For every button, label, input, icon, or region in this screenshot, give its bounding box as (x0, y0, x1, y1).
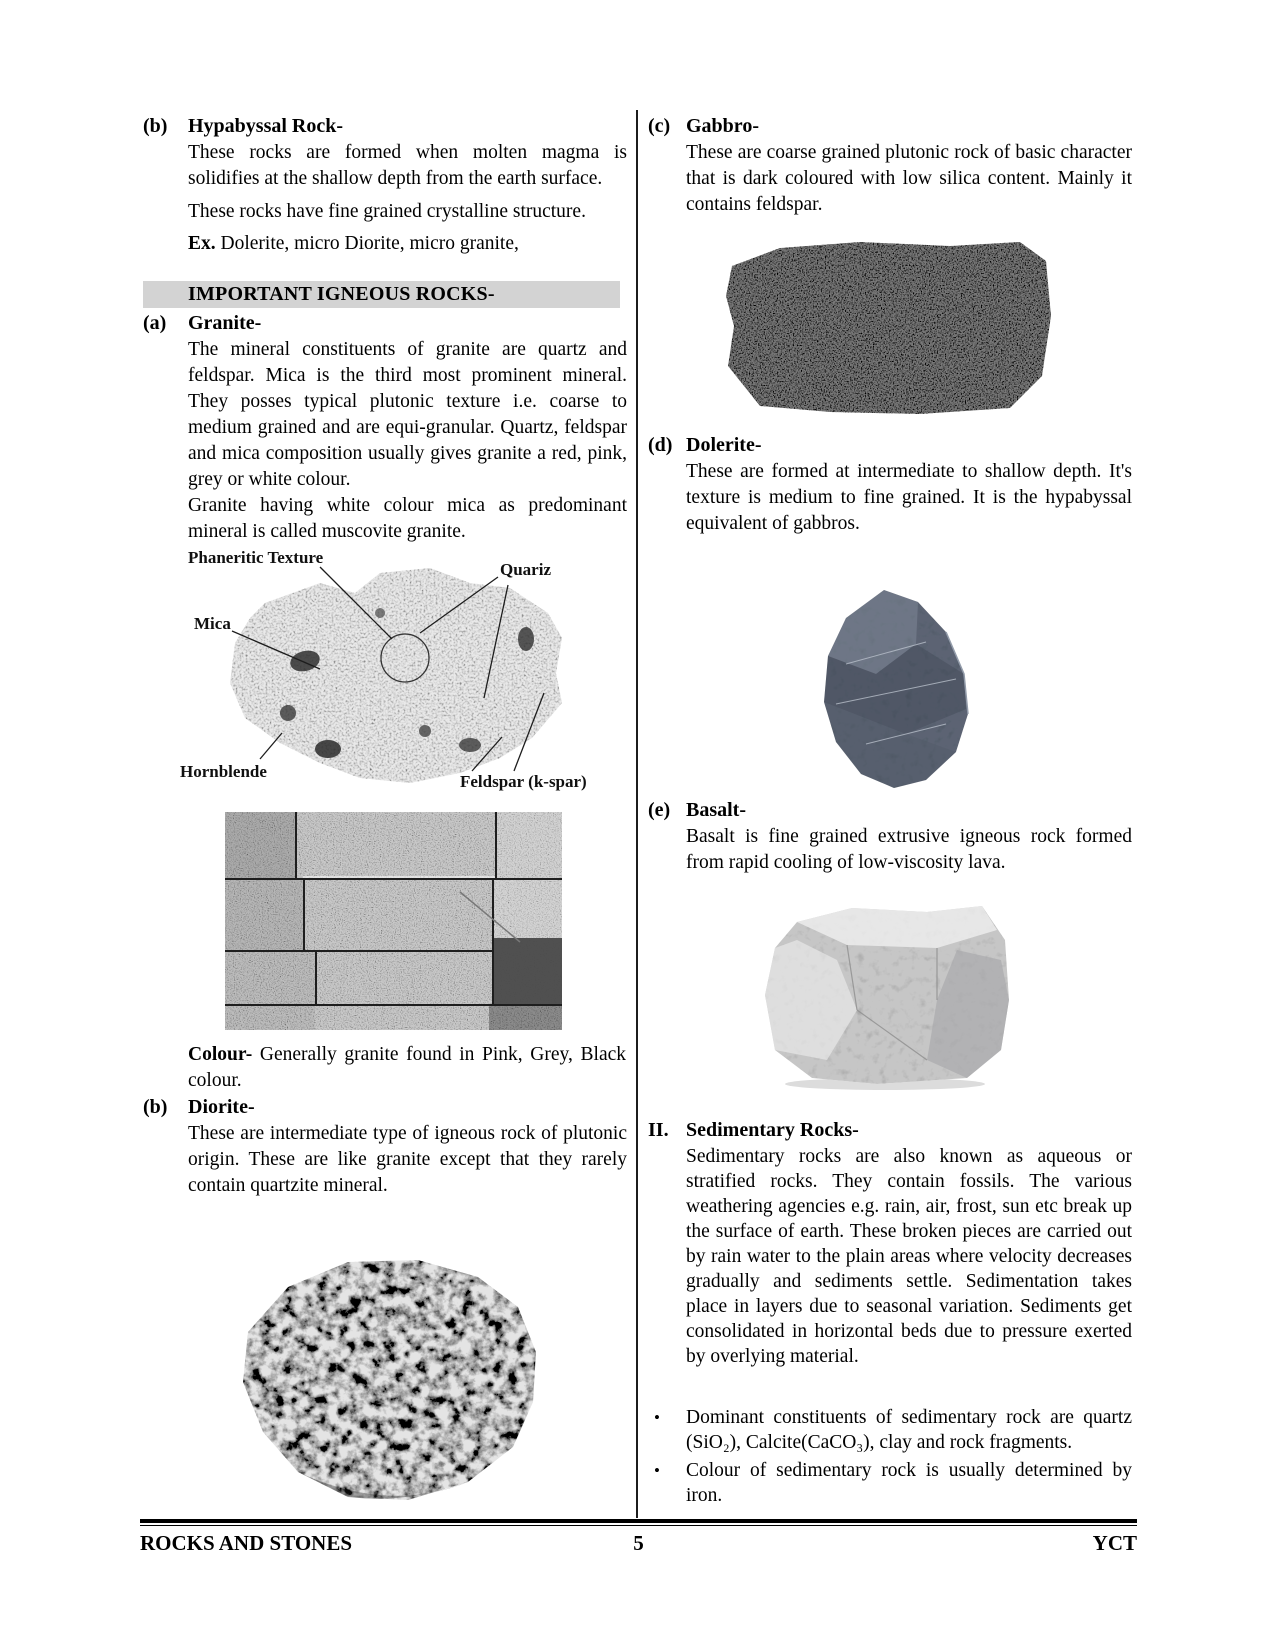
paragraph: These are formed at intermediate to shallow depth. It's texture is medium to fine grained. It is the hypabyssal equivalent of gabbros. (686, 461, 1132, 534)
colour-label: Colour- (188, 1044, 253, 1065)
label-phaneritic-texture: Phaneritic Texture (188, 548, 324, 567)
bullet-glyph: • (654, 1408, 660, 1427)
section-granite (143, 310, 627, 545)
section-basalt (648, 797, 1132, 876)
section-header-bar (143, 281, 620, 308)
section-dolerite (648, 432, 1132, 537)
label-hornblende: Hornblende (180, 762, 267, 781)
section-marker: (d) (648, 434, 673, 456)
figure-basalt-rock (757, 900, 1014, 1092)
paragraph: These rocks have fine grained crystalline structure. (188, 201, 586, 222)
paragraph: Sedimentary rocks are also known as aqueous or stratified rocks. They contain fossils. The various weathering agencies e.g. rain, air, frost, sun etc break up the surface of earth. These broken pieces are carried out by rain water to the plain areas where velocity decreases gradually and sediments settle. Sedimentation takes place in layers due to seasonal variation. Sediments get consolidated in horizontal beds due to pressure exerted by overlying material. (686, 1146, 1132, 1367)
label-quartz: Quariz (500, 560, 551, 579)
section-marker: (e) (648, 799, 671, 821)
figure-granite-specimen (170, 543, 620, 791)
figure-gabbro-rock (720, 236, 1054, 420)
section-title: Granite- (188, 312, 262, 334)
footer-book-title: ROCKS AND STONES (140, 1531, 353, 1555)
sedimentary-bullets (648, 1402, 1132, 1508)
paragraph: These are coarse grained plutonic rock of basic character that is dark coloured with low silica content. Mainly it contains feldspar. (686, 142, 1132, 215)
section-marker: (a) (143, 312, 167, 334)
label-feldspar: Feldspar (k-spar) (460, 772, 587, 791)
colour-text: Generally granite found in Pink, Grey, Black colour. (188, 1044, 626, 1091)
paragraph: Basalt is fine grained extrusive igneous rock formed from rapid cooling of low-viscosity lava. (686, 826, 1132, 873)
bullet-item (648, 1458, 1132, 1508)
figure-diorite-rock (228, 1252, 546, 1512)
section-marker: II. (648, 1119, 669, 1141)
example-line (188, 231, 627, 257)
bullet-item (648, 1405, 1132, 1455)
paragraph: These rocks are formed when molten magma is solidifies at the shallow depth from the earth surface. (188, 142, 627, 189)
example-text: Dolerite, micro Diorite, micro granite, (215, 233, 519, 254)
section-title: Sedimentary Rocks- (686, 1119, 859, 1141)
section-hypabyssal-rock (143, 113, 627, 277)
column-divider (636, 110, 638, 1518)
footer-page-number: 5 (633, 1531, 644, 1555)
section-marker: (b) (143, 1096, 168, 1118)
page-footer (140, 1519, 1137, 1556)
section-title: Dolerite- (686, 434, 762, 456)
example-label: Ex. (188, 233, 216, 254)
bullet-glyph: • (654, 1461, 660, 1480)
figure-granite-blocks (225, 812, 562, 1032)
paragraph: These are intermediate type of igneous rock of plutonic origin. These are like granite except that they rarely contain quartzite mineral. (188, 1123, 627, 1196)
section-header-text: IMPORTANT IGNEOUS ROCKS- (188, 283, 495, 305)
figure-dolerite-rock (806, 584, 980, 794)
section-title: Gabbro- (686, 115, 759, 137)
paragraph: Granite having white colour mica as predominant mineral is called muscovite granite. (188, 495, 627, 542)
section-title: Hypabyssal Rock- (188, 115, 344, 137)
footer-rule-thin (140, 1525, 1137, 1526)
section-marker: (b) (143, 115, 168, 137)
section-marker: (c) (648, 115, 671, 137)
label-mica: Mica (194, 614, 231, 633)
footer-rule-thick (140, 1519, 1137, 1523)
section-diorite (143, 1094, 627, 1199)
bullet-text: Dominant constituents of sedimentary rock are quartz (SiO₂), Calcite(CaCO₃), clay and rock fragments. (686, 1407, 1132, 1453)
colour-note (188, 1042, 626, 1094)
section-sedimentary-rocks (648, 1117, 1132, 1369)
footer-publisher: YCT (1092, 1531, 1137, 1555)
section-title: Basalt- (686, 799, 746, 821)
paragraph: The mineral constituents of granite are quartz and feldspar. Mica is the third most prominent mineral. They posses typical plutonic texture i.e. coarse to medium grained and are equi-granular. Quartz, feldspar and mica composition usually gives granite a red, pink, grey or white colour. (188, 339, 627, 490)
section-gabbro (648, 113, 1132, 218)
section-title: Diorite- (188, 1096, 255, 1118)
bullet-text: Colour of sedimentary rock is usually determined by iron. (686, 1460, 1132, 1506)
dark-granite-cube (493, 938, 562, 1004)
